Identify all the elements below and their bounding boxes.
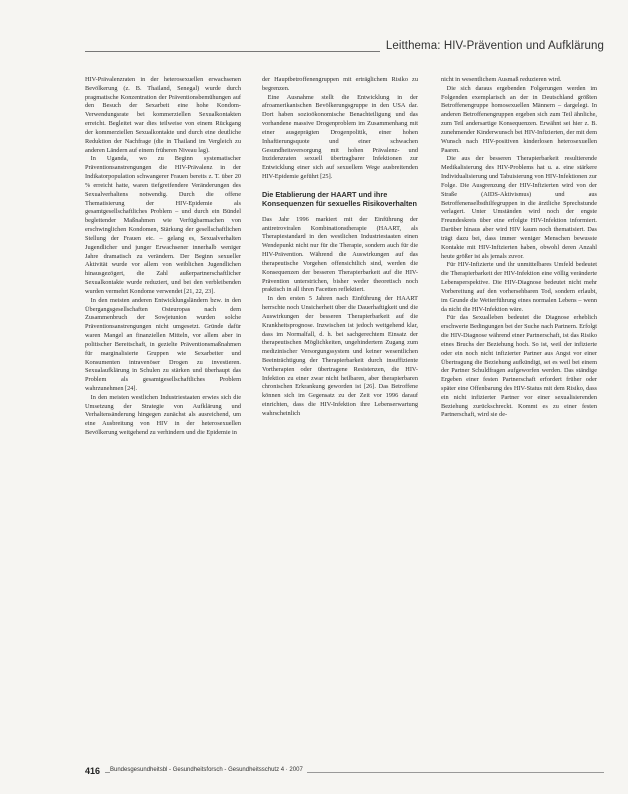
paragraph: Für HIV-Infizierte und ihr unmittelbares Umfeld bedeutet die Therapierbarkeit der HIV-Infektion eine völlig veränderte Lebensperspektive. Die HIV-Diagnose bedeutet nicht mehr Vorbereitung auf den vorhersehbaren Tod, sondern erlaubt, im Grunde die Weiterführung eines normalen Lebens – wenn da nicht die HIV-Infektion wäre. xyxy=(441,261,597,313)
paragraph: Die sich daraus ergebenden Folgerungen werden im Folgenden exemplarisch an der in Deutschland größten Betroffenengruppe homosexuellen Männern – dargelegt. In anderen Betroffenengruppen ergeben sich zum Teil ähnliche, zum Teil andersartige Konsequenzen. Erwähnt sei hier z. B. zunehmender Kinderwunsch bei HIV-Infizierten, der mit dem Wunsch nach HIV-positiven kinderlosen heterosexuellen Paaren. xyxy=(441,84,597,154)
paragraph: In den meisten westlichen Industriestaaten erwies sich die Umsetzung der Strategie von Aufklärung und Verhaltensänderung hingegen zunächst als ausreichend, um eine Ausbreitung von HIV in der heterosexuellen Bevölkerung weitgehend zu verhindern und die Epidemie in xyxy=(85,393,241,437)
paragraph: In Uganda, wo zu Beginn systematischer Präventionsanstrengungen die HIV-Prävalenz in der Indikatorpopulation schwangerer Frauen bereits z. T. über 20 % erreicht hatte, waren tiefgreifendere Veränderungen des Sexualverhaltens notwendig. Durch die offene Thematisierung der HIV-Epidemie als gesamtgesellschaftliches Problem – und durch ein Bündel begleitender Maßnahmen wie Verfügbarmachen von erschwinglichen Kondomen, Stärkung der gesellschaftlichen Stellung der Frauen etc. – gelang es, Sexualverhalten Jugendlicher und junger Erwachsener innerhalb weniger Jahre dramatisch zu verändern. Der Beginn sexueller Aktivität wurde vor allem von weiblichen Jugendlichen hinausgezögert, die Zahl außerpartnerschaftlicher Sexualkontakte wurde reduziert, und bei den verbleibenden wurden vermehrt Kondome verwendet [21, 22, 23]. xyxy=(85,155,241,295)
text-column-right xyxy=(441,76,597,768)
paragraph: In den meisten anderen Entwicklungsländern bzw. in den Übergangsgesellschaften Osteuropas nach dem Zusammenbruch der Sowjetunion wurden solche Präventionsanstrengungen nicht umgesetzt. Gründe dafür waren Mangel an finanziellen Mitteln, vor allem aber in politischer Bereitschaft, in gezielte Präventionsmaßnahmen für marginalisierte Gruppen wie Sexarbeiter und Konsumenten intravenöser Drogen zu investieren. Sexualaufklärung in Schulen zu stärken und überhaupt das Problem als gesamtgesellschaftliches Problem wahrzunehmen [24]. xyxy=(85,296,241,392)
section-heading: Die Etablierung der HAART und ihre Konsequenzen für sexuelles Risikoverhalten xyxy=(262,189,417,209)
paragraph: der Hauptbetroffenengruppen mit erträglichem Risiko zu begrenzen. xyxy=(262,76,418,92)
paragraph: nicht in wesentlichem Ausmaß reduzieren wird. xyxy=(441,76,562,83)
paragraph: Eine Ausnahme stellt die Entwicklung in der afroamerikanischen Bevölkerungsgruppe in den USA dar. Dort haben sozioökonomische Benachteiligung und das vorhandene massive Drogenproblem im Zusammenhang mit einer ausgeprägten Drogenpolitik, einer hohen Inhaftierungsquote und einer schwachen Gesundheitsversorgung mit hohen Prävalenz- und Inzidenzraten sexuell übertragbarer Infektionen zur Entwicklung einer sich auf sexuellem Wege ausbreitenden HIV-Epidemie geführt [25]. xyxy=(262,93,418,181)
page-footer xyxy=(85,766,604,780)
paragraph: Die aus der besseren Therapierbarkeit resultierende Medikalisierung des HIV-Problems hat u. a. eine stärkere Individualisierung und Tabuisierung von HIV-Infektionen zur Folge. Die Ausgrenzung der HIV-Infizierten wird von der Straße (AIDS-Aktivismus) und aus Betroffenenselbsthilfegruppen in die ärztliche Sprechstunde verlagert. Unter Umständen wird noch der engste Freundeskreis über eine erfolgte HIV-Infektion informiert. Darüber hinaus aber wird HIV kaum noch thematisiert. Das trägt dazu bei, dass immer weniger Menschen bewusste Kontakte mit HIV-Infizierten haben, obwohl deren Anzahl heute größer ist als jemals zuvor. xyxy=(441,155,597,260)
journal-citation: Bundesgesundheitsbl - Gesundheitsforsch - Gesundheitsschutz 4 · 2007 xyxy=(110,767,307,773)
paragraph: Für das Sexualleben bedeutet die Diagnose erheblich erschwerte Bedingungen bei der Suche nach Partnern. Erfolgt die HIV-Diagnose während einer Partnerschaft, ist das Risiko eines Bruchs der Beziehung hoch. So ist, weil der infizierte oder ein noch nicht infizierter Partner aus Angst vor einer Übertragung die Beziehung aufkündigt, sei es weil bei einem der Partner Schuldfragen aufgeworfen werden. Das ständige Ergeben einer festen Partnerschaft erfordert früher oder später eine Offenbarung des HIV-Status mit dem Risiko, dass ein nicht infizierter Partner vor einer sexualisierenden Beziehung zurückschreckt. Kommt es zu einer festen Partnerschaft, wird sie de- xyxy=(441,314,597,419)
text-column-left xyxy=(85,76,241,768)
paragraph: Das Jahr 1996 markiert mit der Einführung der antiretroviralen Kombinationstherapie (HAART, als Therapiestandard in den westlichen Industriestaaten einen Wendepunkt nicht nur für die Therapie, sondern auch für die HIV-Prävention. Während die Auswirkungen auf das therapeutische Vorgehen offensichtlich sind, werden die Konsequenzen der besseren Therapierbarkeit auf die HIV-Prävention unterstrichen, bisher weder theoretisch noch praktisch in all ihren Facetten reflektiert. xyxy=(262,215,418,294)
page-number: 416 xyxy=(85,766,101,776)
paragraph: HIV-Prävalenzraten in der heterosexuellen erwachsenen Bevölkerung (z. B. Thailand, Senegal) wurde durch pragmatische Konzentration der Präventionsbemühungen auf den Besuch der Sexarbeit eine hohe Kondom-Verwendungsrate bei kommerziellen Sexualkontakten erreicht. Begleitet war dies teilweise von einem Rückgang der kommerziellen Sexualkontakte und durch eine deutliche Reduktion der Nachfrage (die in Thailand im Vergleich zu anderen Ländern auf einem früheren Niveau lag). xyxy=(85,76,241,154)
text-column-middle xyxy=(262,76,418,768)
running-header xyxy=(85,40,604,62)
paragraph: In den ersten 5 Jahren nach Einführung der HAART herrschte noch Unsicherheit über die Dauerhaftigkeit und die Auswirkungen der besseren Therapierbarkeit auf die Krankheitsprognose. Inzwischen ist jedoch weitgehend klar, dass im Normalfall, d. h. bei sachgerechtem Einsatz der therapeutischen Möglichkeiten, ungehindertem Zugang zum medizinischer Versorgungssystem und keiner wesentlichen Beeinträchtigung der Therapierbarkeit durch insuffiziente Vortherapien oder übertragene Resistenzen, die HIV-Infektion zu einer zwar nicht heilbaren, aber therapierbaren chronischen Erkrankung geworden ist [26]. Das Betroffene können sich im Gegensatz zu der Zeit vor 1996 darauf einrichten, dass die HIV-Infektion ihre Lebenserwartung wahrscheinlich xyxy=(262,295,418,417)
header-title: Leitthema: HIV-Prävention und Aufklärung xyxy=(380,40,604,52)
